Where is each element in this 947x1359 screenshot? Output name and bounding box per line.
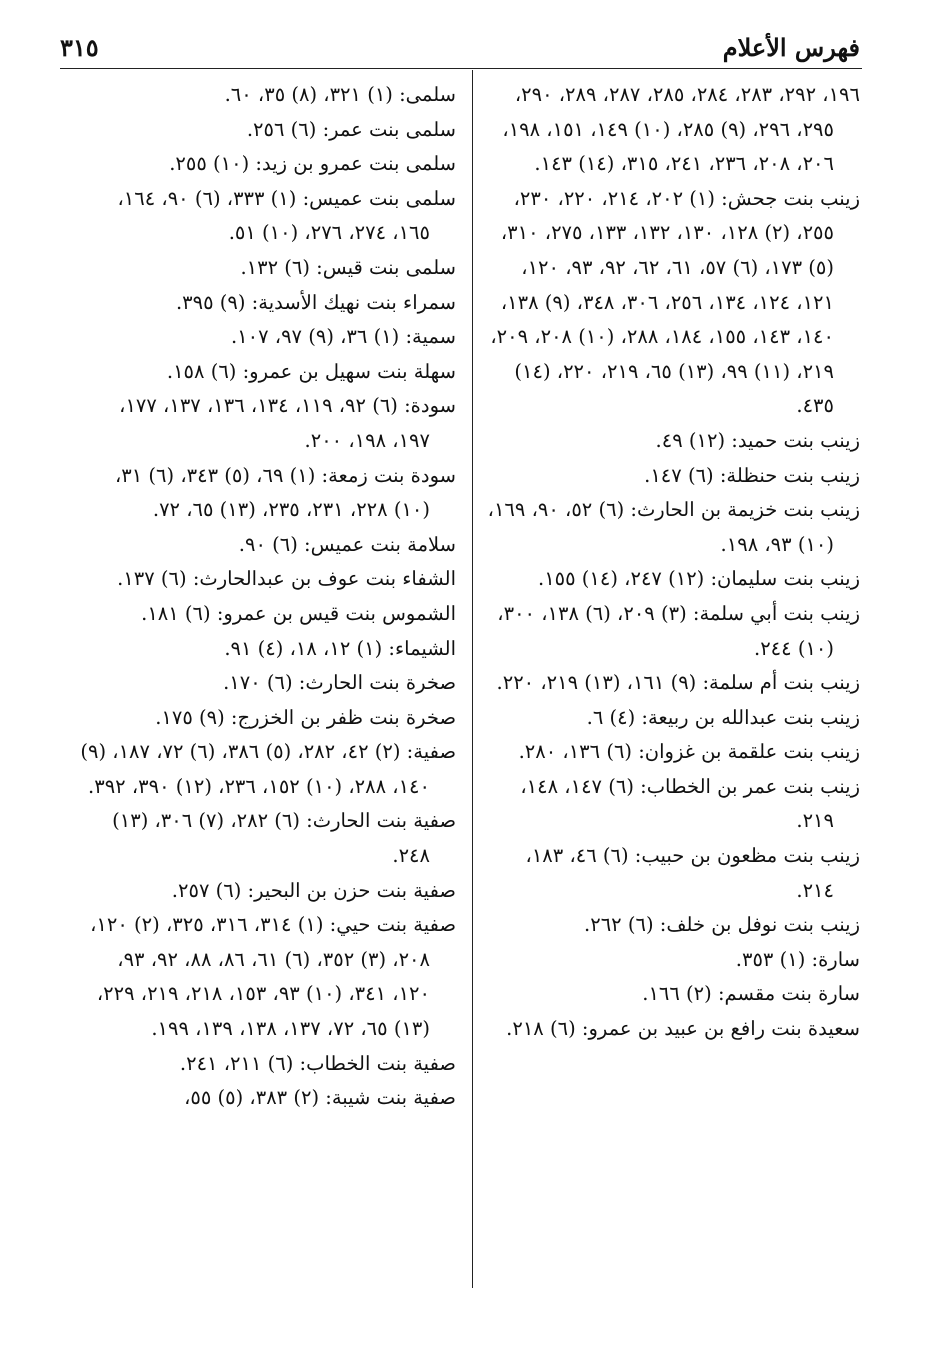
page-header	[60, 22, 860, 62]
index-entry: ١٩٦، ٢٩٢، ٢٨٣، ٢٨٤، ٢٨٥، ٢٨٧، ٢٨٩، ٢٩٠، ٢٩٥، ٢٩٦، (٩) ٢٨٥، (١٠) ١٤٩، ١٥١، ١٩٨، ٢٠٦، ٢٠٨، ٢٣٦، ٢٤١، ٣١٥، (١٤) ١٤٣.	[502, 83, 860, 176]
index-entry: سلمى بنت عمرو بن زيد: (١٠) ٢٥٥.	[169, 152, 456, 176]
index-entry: زينب بنت أبي سلمة: (٣) ٢٠٩، (٦) ١٣٨، ٣٠٠، (١٠) ٢٤٤.	[497, 601, 860, 660]
index-entry: سعيدة بنت رافع بن عبيد بن عمرو: (٦) ٢١٨.	[506, 1017, 860, 1041]
index-entry: زينب بنت حنظلة: (٦) ١٤٧.	[644, 463, 860, 487]
index-entry: سارة: (١) ٣٥٣.	[735, 947, 860, 971]
index-entry: زينب بنت خزيمة بن الحارث: (٦) ٥٢، ٩٠، ١٦٩، (١٠) ٩٣، ١٩٨.	[487, 498, 860, 556]
column-divider	[472, 70, 473, 1288]
index-entry: صفية بنت حيي: (١) ٣١٤، ٣١٦، ٣٢٥، (٢) ١٢٠، ٢٠٨، (٣) ٣٥٢، (٦) ٦١، ٨٦، ٨٨، ٩٢، ٩٣، ١٢٠، ٣٤١، (١٠) ٩٣، ١٥٣، ٢١٨، ٢١٩، ٢٢٩، (١٣) ٦٥، ٧٢، ١٣٧، ١٣٨، ١٣٩، ١٩٩.	[90, 913, 456, 1041]
index-entry: الشيماء: (١) ١٢، ١٨، (٤) ٩١.	[224, 636, 456, 660]
index-entry: سودة: (٦) ٩٢، ١١٩، ١٣٤، ١٣٦، ١٣٧، ١٧٧، ١٩٧، ١٩٨، ٢٠٠.	[119, 394, 456, 452]
index-entry: صفية بنت شيبة: (٢) ٣٨٣، (٥) ٥٥،	[184, 1086, 456, 1110]
index-entry: زينب بنت حميد: (١٢) ٤٩.	[655, 428, 860, 452]
right-column	[484, 78, 860, 1047]
index-entry: سلمى بنت عميس: (١) ٣٣٣، (٦) ٩٠، ١٦٤، ١٦٥، ٢٧٤، ٢٧٦، (١٠) ٥١.	[117, 186, 456, 245]
index-entry: زينب بنت عبدالله بن ربيعة: (٤) ٦.	[586, 705, 860, 729]
index-entry: سلمى بنت قيس: (٦) ١٣٢.	[240, 255, 456, 279]
header-rule	[60, 68, 862, 69]
index-entry: سهلة بنت سهيل بن عمرو: (٦) ١٥٨.	[166, 359, 456, 383]
index-entry: صفية: (٢) ٤٢، ٢٨٢، (٥) ٣٨٦، (٦) ٧٢، ١٨٧، (٩) ١٤٠، ٢٨٨، (١٠) ١٥٢، ٢٣٦، (١٢) ٣٩٠، ٣٩٢.	[80, 740, 456, 798]
index-entry: زينب بنت عمر بن الخطاب: (٦) ١٤٧، ١٤٨، ٢١٩.	[520, 774, 860, 833]
index-entry: صفية بنت الخطاب: (٦) ٢١١، ٢٤١.	[179, 1051, 456, 1075]
left-column	[80, 78, 456, 1116]
index-entry: سلامة بنت عميس: (٦) ٩٠.	[238, 532, 456, 556]
page-number: ٣١٥	[60, 33, 99, 62]
index-entry: زينب بنت سليمان: (١٢) ٢٤٧، (١٤) ١٥٥.	[537, 567, 860, 591]
index-entry: الشفاء بنت عوف بن عبدالحارث: (٦) ١٣٧.	[117, 567, 456, 591]
index-entry: صخرة بنت ظفر بن الخزرج: (٩) ١٧٥.	[155, 705, 456, 729]
index-entry: صفية بنت الحارث: (٦) ٢٨٢، (٧) ٣٠٦، (١٣) ٢٤٨.	[112, 809, 456, 868]
index-entry: زينب بنت مظعون بن حبيب: (٦) ٤٦، ١٨٣، ٢١٤.	[525, 844, 860, 902]
index-entry: زينب بنت نوفل بن خلف: (٦) ٢٦٢.	[584, 913, 860, 937]
index-entry: صفية بنت حزن بن البحير: (٦) ٢٥٧.	[171, 878, 456, 902]
index-entry: سارة بنت مقسم: (٢) ١٦٦.	[642, 982, 860, 1006]
index-entry: سمراء بنت نهيك الأسدية: (٩) ٣٩٥.	[175, 290, 456, 314]
index-entry: سودة بنت زمعة: (١) ٦٩، (٥) ٣٤٣، (٦) ٣١، (١٠) ٢٢٨، ٢٣١، ٢٣٥، (١٣) ٦٥، ٧٢.	[114, 463, 456, 522]
index-entry: صخرة بنت الحارث: (٦) ١٧٠.	[223, 671, 456, 695]
running-title: فهرس الأعلام	[722, 33, 860, 62]
index-entry: زينب بنت أم سلمة: (٩) ١٦١، (١٣) ٢١٩، ٢٢٠.	[496, 671, 860, 695]
index-entry: الشموس بنت قيس بن عمرو: (٦) ١٨١.	[141, 601, 456, 625]
index-entry: زينب بنت علقمة بن غزوان: (٦) ١٣٦، ٢٨٠.	[518, 740, 860, 764]
index-entry: سمية: (١) ٣٦، (٩) ٩٧، ١٠٧.	[230, 325, 456, 349]
index-entry: سلمى بنت عمر: (٦) ٢٥٦.	[246, 117, 456, 141]
index-entry: زينب بنت جحش: (١) ٢٠٢، ٢١٤، ٢٢٠، ٢٣٠، ٢٥٥، (٢) ١٢٨، ١٣٠، ١٣٢، ١٣٣، ٢٧٥، ٣١٠، (٥) ١٧٣، (٦) ٥٧، ٦١، ٦٢، ٩٢، ٩٣، ١٢٠، ١٢١، ١٢٤، ١٣٤، ٢٥٦، ٣٠٦، ٣٤٨، (٩) ١٣٨، ١٤٠، ١٤٣، ١٥٥، ١٨٤، ٢٨٨، (١٠) ٢٠٨، ٢٠٩، ٢١٩، (١١) ٩٩، (١٣) ٦٥، ٢١٩، ٢٢٠، (١٤) ٤٣٥.	[490, 186, 860, 418]
index-entry: سلمى: (١) ٣٢١، (٨) ٣٥، ٦٠.	[224, 83, 456, 106]
